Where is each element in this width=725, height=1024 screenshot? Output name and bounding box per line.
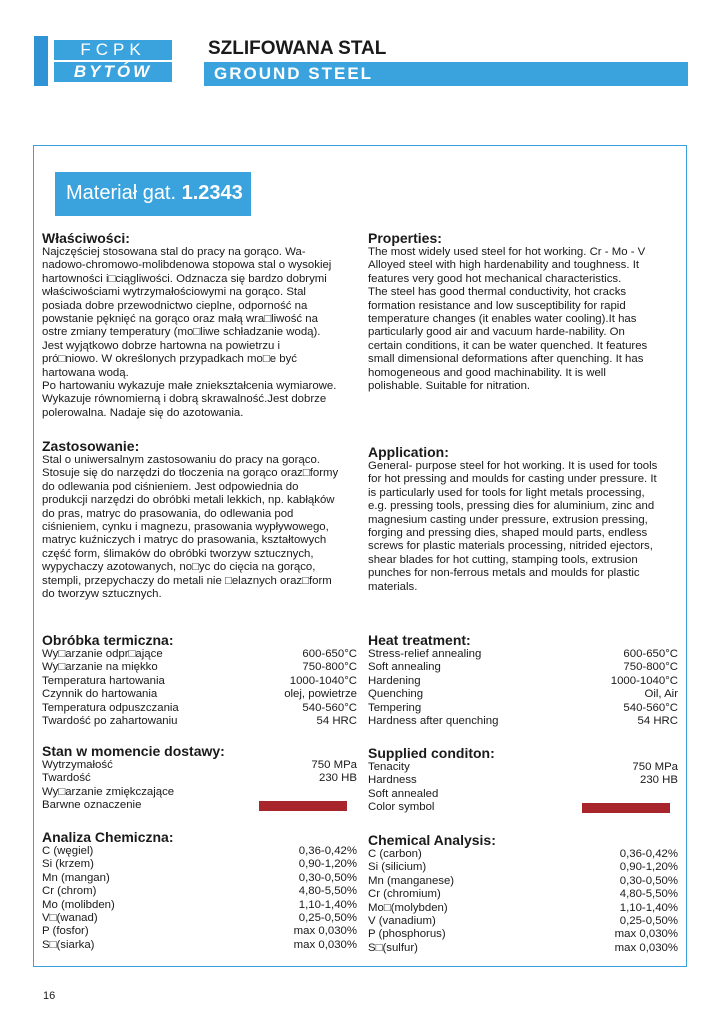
text-line: Alloyed steel with high hardenability and toughness. It bbox=[368, 259, 640, 272]
row-label: Twardość bbox=[42, 772, 91, 785]
row-label: V□(wanad) bbox=[42, 912, 98, 925]
page-title-pl: SZLIFOWANA STAL bbox=[208, 38, 387, 59]
text-line: shear blades for hot cutting, stamping tools, extrusion bbox=[368, 553, 638, 566]
properties-en-text bbox=[368, 246, 678, 393]
row-value: max 0,030% bbox=[614, 941, 678, 954]
page-title-en: GROUND STEEL bbox=[214, 64, 374, 83]
table-row bbox=[368, 774, 678, 787]
table-row bbox=[368, 688, 678, 701]
row-value: 600-650°C bbox=[623, 648, 678, 660]
heat-pl-section bbox=[42, 632, 357, 728]
supply-pl-table bbox=[42, 759, 357, 799]
row-value: 230 HB bbox=[640, 774, 678, 787]
company-logo bbox=[54, 40, 172, 82]
text-line: particularly good air and vacuum harde-nability. On bbox=[368, 326, 625, 339]
properties-en-section bbox=[368, 230, 678, 393]
row-label: Tenacity bbox=[368, 761, 410, 773]
page-number: 16 bbox=[43, 990, 56, 1002]
row-label: Mn (manganese) bbox=[368, 874, 455, 887]
row-label: Cr (chromium) bbox=[368, 888, 441, 901]
row-label: Si (krzem) bbox=[42, 858, 94, 871]
row-value: 600-650°C bbox=[302, 648, 357, 660]
table-row bbox=[42, 715, 357, 728]
row-label: Wytrzymałość bbox=[42, 759, 113, 771]
row-value: 0,30-0,50% bbox=[619, 874, 678, 887]
text-line: ciśnieniem, cynku i magnezu, prasowania wypływowego, bbox=[42, 521, 329, 534]
heat-en-table bbox=[368, 648, 678, 728]
text-line: certain conditions, it can be water quenched. It features bbox=[368, 339, 648, 352]
supply-en-table bbox=[368, 761, 678, 801]
text-line: small dimensional deformations after quenching. It has bbox=[368, 353, 644, 366]
text-line: homogeneous and good machinability. It is well bbox=[368, 366, 606, 379]
row-label: Temperatura hartowania bbox=[42, 674, 165, 687]
row-label: Quenching bbox=[368, 688, 424, 701]
text-line: Po hartowaniu wykazuje małe zniekształcenia wymiarowe. bbox=[42, 380, 337, 393]
text-line: is particularly used for tools for light metals processing, bbox=[368, 486, 645, 499]
text-line: materials. bbox=[368, 580, 418, 593]
supply-pl-section bbox=[42, 743, 357, 813]
supply-en-section bbox=[368, 745, 678, 815]
text-line: e.g. pressing tools, pressing dies for aluminium, zinc and bbox=[368, 500, 655, 513]
table-row bbox=[368, 928, 678, 941]
text-line: magnesium casting under pressure, extrusion pressing, bbox=[368, 513, 648, 526]
text-line: The steel has good thermal conductivity, hot cracks bbox=[368, 286, 627, 299]
row-value: olej, powietrze bbox=[284, 688, 357, 701]
text-line: pró□niowo. W określonych przypadkach mo□e być bbox=[42, 353, 297, 366]
table-row bbox=[368, 648, 678, 661]
text-line: screws for plastic materials processing, nitrided ejectors, bbox=[368, 540, 653, 553]
row-value: 750 MPa bbox=[311, 759, 357, 771]
row-label: C (węgiel) bbox=[42, 845, 94, 857]
application-pl-heading: Zastosowanie: bbox=[42, 438, 140, 454]
row-label: Temperatura odpuszczania bbox=[42, 701, 179, 714]
row-value: 1000-1040°C bbox=[289, 674, 357, 687]
text-line: formation resistance and low susceptibility for rapid bbox=[368, 299, 626, 312]
text-line: Wykazuje równomierną i dobrą skrawalność.Jest dobrze bbox=[42, 393, 327, 406]
text-line: ostre zmiany temperatury (mo□liwe schładzanie wodą). bbox=[42, 326, 321, 339]
table-row bbox=[42, 899, 357, 912]
logo-line-2: BYTÓW bbox=[54, 62, 172, 82]
text-line: forging and pressing dies, shaped mould parts, endless bbox=[368, 527, 648, 540]
row-value: max 0,030% bbox=[614, 928, 678, 941]
chem-en-section bbox=[368, 832, 678, 955]
supply-en-color-label: Color symbol bbox=[368, 801, 435, 814]
text-line: powstanie pęknięć na gorąco oraz małą wra□liwość na bbox=[42, 313, 318, 326]
text-line: Jest wyjątkowo dobrze hartowna na powietrzu i bbox=[42, 339, 281, 352]
row-value: 750-800°C bbox=[302, 661, 357, 674]
chem-pl-section bbox=[42, 829, 357, 952]
text-line: produkcji narzędzi do obróbki metali lekkich, np. kabłąków bbox=[42, 494, 335, 507]
color-swatch-pl bbox=[259, 801, 347, 811]
heat-pl-table bbox=[42, 648, 357, 728]
table-row bbox=[368, 875, 678, 888]
row-label: Czynnik do hartowania bbox=[42, 688, 158, 701]
text-line: punches for non-ferrous metals and moulds for plastic bbox=[368, 567, 640, 580]
row-value: 0,90-1,20% bbox=[619, 861, 678, 874]
table-row bbox=[42, 675, 357, 688]
row-label: Mo (molibden) bbox=[42, 898, 115, 911]
text-line: Stosuje się do narzędzi do tłoczenia na gorąco oraz□formy bbox=[42, 467, 339, 480]
row-label: Twardość po zahartowaniu bbox=[42, 715, 178, 728]
row-label: C (carbon) bbox=[368, 848, 422, 860]
row-value: 0,30-0,50% bbox=[298, 871, 357, 884]
table-row bbox=[368, 761, 678, 774]
text-line: Najczęściej stosowana stal do pracy na gorąco. Wa- bbox=[42, 246, 306, 258]
heat-en-section bbox=[368, 632, 678, 728]
row-label: Hardness after quenching bbox=[368, 715, 499, 728]
page-title-en-bar bbox=[204, 62, 688, 86]
row-label: Wy□arzanie na miękko bbox=[42, 661, 158, 674]
chem-pl-heading: Analiza Chemiczna: bbox=[42, 829, 174, 845]
row-label: S□(siarka) bbox=[42, 938, 95, 951]
color-swatch-en bbox=[582, 803, 670, 813]
chem-pl-table bbox=[42, 845, 357, 952]
material-label-wrap bbox=[66, 182, 243, 205]
row-value: 54 HRC bbox=[316, 715, 357, 728]
text-line: stempli, przepychaczy do metali nie □elaznych oraz□form bbox=[42, 574, 332, 587]
table-row bbox=[42, 885, 357, 898]
properties-en-heading: Properties: bbox=[368, 230, 442, 246]
row-label: Wy□arzanie zmiękczające bbox=[42, 785, 175, 798]
table-row bbox=[42, 872, 357, 885]
row-value: 1,10-1,40% bbox=[619, 901, 678, 914]
text-line: polishable. Suitable for nitration. bbox=[368, 380, 531, 393]
row-value: 0,36-0,42% bbox=[298, 845, 357, 857]
row-value: 1000-1040°C bbox=[610, 674, 678, 687]
row-value: 230 HB bbox=[319, 772, 357, 785]
row-label: P (phosphorus) bbox=[368, 928, 446, 941]
table-row bbox=[42, 845, 357, 858]
row-value: 0,25-0,50% bbox=[298, 912, 357, 925]
text-line: posiada dobre przewodnictwo cieplne, odporność na bbox=[42, 299, 308, 312]
row-value: 0,36-0,42% bbox=[619, 848, 678, 860]
supply-pl-color-row bbox=[42, 799, 357, 812]
row-value: Oil, Air bbox=[644, 688, 678, 701]
table-row bbox=[42, 772, 357, 785]
supply-pl-color-label: Barwne oznaczenie bbox=[42, 799, 142, 812]
header-accent-stripe bbox=[34, 36, 48, 86]
table-row bbox=[368, 661, 678, 674]
row-label: V (vanadium) bbox=[368, 915, 436, 928]
row-label: Mn (mangan) bbox=[42, 871, 110, 884]
text-line: Stal o uniwersalnym zastosowaniu do pracy na gorąco. bbox=[42, 454, 320, 466]
application-en-text bbox=[368, 460, 678, 594]
row-label: Hardness bbox=[368, 774, 417, 787]
table-row bbox=[42, 759, 357, 772]
row-value: 1,10-1,40% bbox=[298, 898, 357, 911]
table-row bbox=[42, 786, 357, 799]
heat-pl-heading: Obróbka termiczna: bbox=[42, 632, 174, 648]
row-value: 0,90-1,20% bbox=[298, 858, 357, 871]
row-value: max 0,030% bbox=[293, 938, 357, 951]
properties-pl-text bbox=[42, 246, 357, 420]
row-value: 750-800°C bbox=[623, 661, 678, 674]
row-label: P (fosfor) bbox=[42, 925, 89, 938]
text-line: The most widely used steel for hot working. Cr - Mo - V bbox=[368, 246, 646, 258]
row-label: Stress-relief annealing bbox=[368, 648, 482, 660]
chem-en-heading: Chemical Analysis: bbox=[368, 832, 496, 848]
table-row bbox=[42, 858, 357, 871]
table-row bbox=[368, 702, 678, 715]
supply-en-heading: Supplied conditon: bbox=[368, 745, 495, 761]
text-line: temperature changes (it enables water cooling).It has bbox=[368, 313, 637, 326]
row-label: Soft annealed bbox=[368, 787, 439, 800]
row-value: 750 MPa bbox=[632, 761, 678, 773]
application-pl-section bbox=[42, 438, 357, 601]
row-label: Tempering bbox=[368, 701, 422, 714]
row-value: 540-560°C bbox=[302, 701, 357, 714]
chem-en-table bbox=[368, 848, 678, 955]
table-row bbox=[42, 939, 357, 952]
table-row bbox=[42, 702, 357, 715]
row-value: 0,25-0,50% bbox=[619, 915, 678, 928]
text-line: właściwościami wytrzymałościowymi na gorąco. Stal bbox=[42, 286, 306, 299]
table-row bbox=[42, 661, 357, 674]
text-line: część form, ślimaków do obróbki tworzyw sztucznych, bbox=[42, 547, 314, 560]
text-line: nadowo-chromowo-molibdenowa stopowa stal o wysokiej bbox=[42, 259, 332, 272]
text-line: hartowana wodą. bbox=[42, 366, 129, 379]
supply-en-color-row bbox=[368, 801, 678, 814]
properties-pl-heading: Właściwości: bbox=[42, 230, 130, 246]
text-line: matryc kuźniczych i matryc do prasowania, kształtowych bbox=[42, 534, 327, 547]
row-label: Mo□(molybden) bbox=[368, 901, 448, 914]
text-line: for hot pressing and moulds for casting under pressure. It bbox=[368, 473, 657, 486]
row-label: Si (silicium) bbox=[368, 861, 427, 874]
row-label: Wy□arzanie odpr□ające bbox=[42, 648, 163, 660]
table-row bbox=[368, 788, 678, 801]
table-row bbox=[368, 715, 678, 728]
text-line: hartowności i□ciągliwości. Odznacza się bardzo dobrymi bbox=[42, 272, 327, 285]
text-line: features very good hot mechanical characteristics. bbox=[368, 272, 622, 285]
heat-en-heading: Heat treatment: bbox=[368, 632, 471, 648]
table-row bbox=[42, 688, 357, 701]
properties-pl-section bbox=[42, 230, 357, 420]
table-row bbox=[368, 861, 678, 874]
text-line: polerowalna. Nadaje się do azotowania. bbox=[42, 406, 244, 419]
text-line: General- purpose steel for hot working. It is used for tools bbox=[368, 460, 658, 472]
row-value: max 0,030% bbox=[293, 925, 357, 938]
text-line: wypychaczy azotowanych, no□yc do cięcia na gorąco, bbox=[42, 561, 316, 574]
row-label: Soft annealing bbox=[368, 661, 441, 674]
table-row bbox=[368, 675, 678, 688]
row-label: Hardening bbox=[368, 674, 421, 687]
row-value: 54 HRC bbox=[637, 715, 678, 728]
table-row bbox=[42, 912, 357, 925]
table-row bbox=[42, 648, 357, 661]
row-label: S□(sulfur) bbox=[368, 941, 418, 954]
application-en-heading: Application: bbox=[368, 444, 449, 460]
logo-line-1: FCPK bbox=[54, 40, 172, 60]
row-value: 4,80-5,50% bbox=[298, 885, 357, 898]
text-line: do odlewania pod ciśnieniem. Jest odpowiednia do bbox=[42, 480, 299, 493]
material-label: Materiał gat. bbox=[66, 182, 177, 204]
row-value: 4,80-5,50% bbox=[619, 888, 678, 901]
text-line: do pras, matryc do prasowania, do odlewania pod bbox=[42, 507, 294, 520]
table-row bbox=[368, 848, 678, 861]
table-row bbox=[368, 888, 678, 901]
table-row bbox=[368, 942, 678, 955]
supply-pl-heading: Stan w momencie dostawy: bbox=[42, 743, 225, 759]
text-line: do tworzyw sztucznych. bbox=[42, 588, 162, 601]
material-banner bbox=[55, 172, 251, 216]
material-grade: 1.2343 bbox=[181, 182, 243, 204]
table-row bbox=[368, 915, 678, 928]
table-row bbox=[368, 902, 678, 915]
application-pl-text bbox=[42, 454, 357, 601]
table-row bbox=[42, 925, 357, 938]
row-value: 540-560°C bbox=[623, 701, 678, 714]
application-en-section bbox=[368, 444, 678, 594]
row-label: Cr (chrom) bbox=[42, 885, 97, 898]
